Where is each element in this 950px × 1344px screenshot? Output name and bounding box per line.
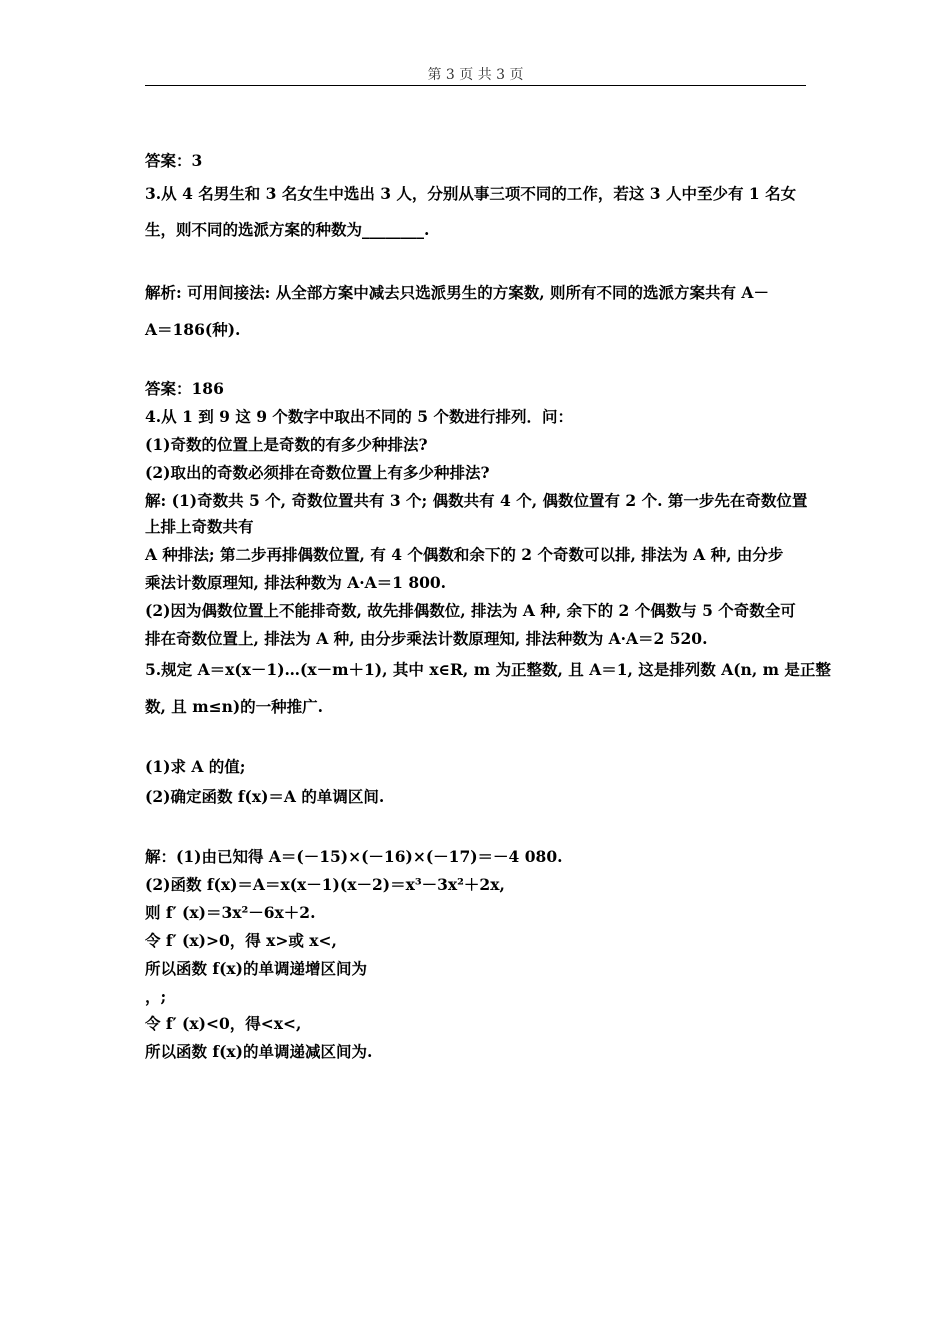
problem-5-line-2: 数, 且 m≤n)的一种推广. <box>145 697 324 716</box>
problem-4-part-2: (2)取出的奇数必须排在奇数位置上有多少种排法? <box>145 463 490 482</box>
solution-4-line-4: 乘法计数原理知, 排法种数为 A·A＝1 800. <box>145 573 447 592</box>
page-header: 第 3 页 共 3 页 <box>427 67 524 83</box>
problem-3-line-1: 3.从 4 名男生和 3 名女生中选出 3 人，分别从事三项不同的工作，若这 3 人中至少有 1 名女 <box>145 184 797 203</box>
solution-5-line-7: 令 f′ (x)<0，得<x<, <box>145 1014 302 1033</box>
problem-5-part-1: (1)求 A 的值; <box>145 757 246 776</box>
solution-5-line-5: 所以函数 f(x)的单调递增区间为 <box>145 959 367 978</box>
solution-4-line-2: 上排上奇数共有 <box>145 517 254 536</box>
header-rule <box>145 85 806 86</box>
analysis-3-line-2: A＝186(种). <box>145 320 241 339</box>
solution-5-line-1: 解：(1)由已知得 A＝(－15)×(－16)×(－17)＝－4 080. <box>145 847 563 866</box>
problem-5-line-1: 5.规定 A＝x(x－1)…(x－m＋1), 其中 x∈R, m 为正整数, 且 A＝1, 这是排列数 A(n, m 是正整 <box>145 660 831 679</box>
problem-3-line-2: 生，则不同的选派方案的种数为________. <box>145 220 430 239</box>
solution-5-line-3: 则 f′ (x)＝3x²－6x＋2. <box>145 903 316 922</box>
solution-4-line-1: 解: (1)奇数共 5 个, 奇数位置共有 3 个; 偶数共有 4 个, 偶数位置有 2 个. 第一步先在奇数位置 <box>145 491 808 510</box>
analysis-3-line-1: 解析: 可用间接法: 从全部方案中减去只选派男生的方案数, 则所有不同的选派方案共有 A－ <box>145 283 769 302</box>
problem-4-stem: 4.从 1 到 9 这 9 个数字中取出不同的 5 个数进行排列．问： <box>145 407 573 426</box>
solution-4-line-5: (2)因为偶数位置上不能排奇数, 故先排偶数位, 排法为 A 种, 余下的 2 个偶数与 5 个奇数全可 <box>145 601 796 620</box>
answer-2: 答案：3 <box>145 151 203 170</box>
solution-5-line-6: ，; <box>145 987 167 1006</box>
answer-3: 答案：186 <box>145 379 224 398</box>
problem-5-part-2: (2)确定函数 f(x)＝A 的单调区间. <box>145 787 385 806</box>
solution-4-line-3: A 种排法; 第二步再排偶数位置, 有 4 个偶数和余下的 2 个奇数可以排, 排法为 A 种, 由分步 <box>145 545 784 564</box>
solution-5-line-4: 令 f′ (x)>0，得 x>或 x<, <box>145 931 337 950</box>
solution-5-line-8: 所以函数 f(x)的单调递减区间为. <box>145 1042 373 1061</box>
solution-4-line-6: 排在奇数位置上, 排法为 A 种, 由分步乘法计数原理知, 排法种数为 A·A＝2 520. <box>145 629 708 648</box>
problem-4-part-1: (1)奇数的位置上是奇数的有多少种排法? <box>145 435 428 454</box>
solution-5-line-2: (2)函数 f(x)＝A＝x(x－1)(x－2)＝x³－3x²＋2x, <box>145 875 505 894</box>
